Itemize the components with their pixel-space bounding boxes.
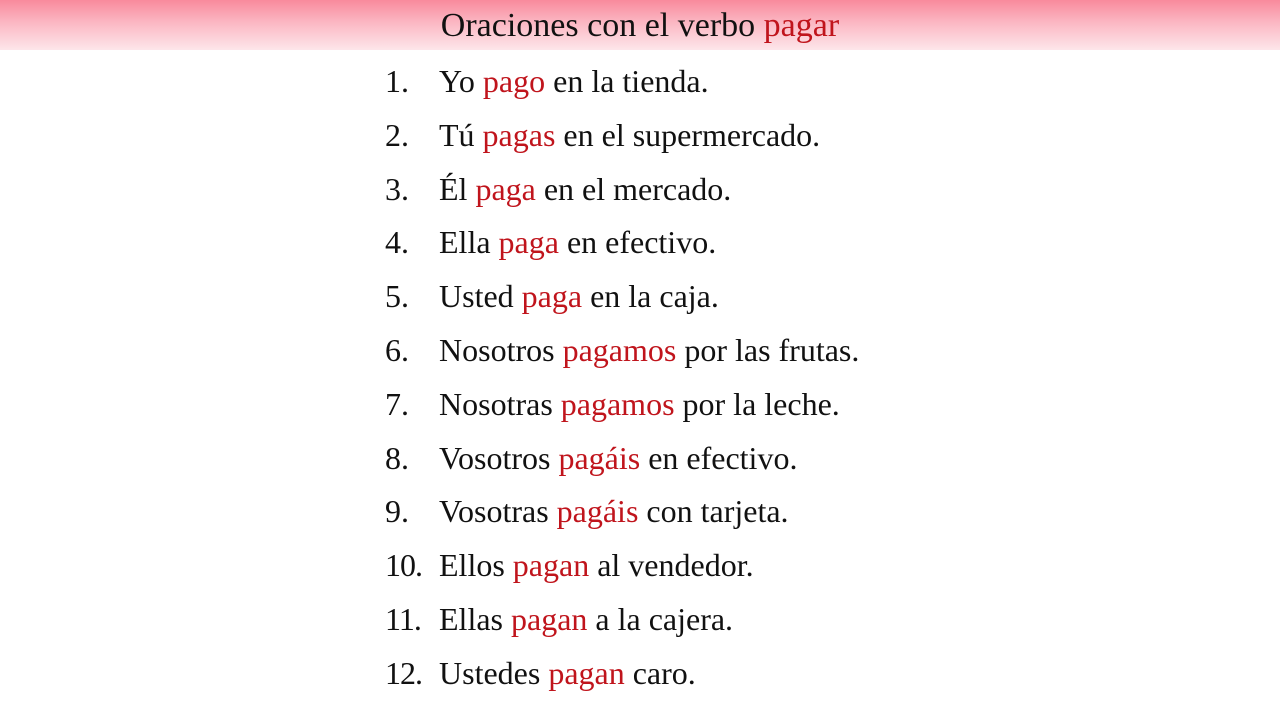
sentence-subject: Nosotros bbox=[439, 331, 563, 368]
sentence-subject: Nosotras bbox=[439, 385, 561, 422]
sentence-verb: paga bbox=[498, 224, 559, 261]
list-item bbox=[385, 54, 859, 108]
sentence-verb: pagamos bbox=[560, 385, 675, 422]
sentence-rest: por las frutas. bbox=[676, 331, 860, 368]
item-number: 5. bbox=[385, 278, 409, 315]
sentence-verb: pagamos bbox=[562, 331, 677, 368]
sentence-subject: Ella bbox=[439, 224, 499, 261]
list-item bbox=[385, 269, 859, 323]
sentence-rest: a la cajera. bbox=[587, 600, 734, 637]
sentence-rest: caro. bbox=[624, 654, 696, 691]
sentence-text bbox=[439, 377, 840, 431]
sentence-text bbox=[439, 323, 859, 377]
list-item bbox=[385, 215, 859, 269]
sentence-subject: Tú bbox=[439, 116, 483, 153]
sentence-rest: en el supermercado. bbox=[555, 116, 821, 153]
sentence-verb: pagan bbox=[510, 600, 588, 637]
sentence-text bbox=[439, 646, 696, 700]
sentence-text bbox=[439, 54, 709, 108]
title-highlight-verb: pagar bbox=[763, 7, 840, 44]
item-number: 1. bbox=[385, 63, 409, 99]
sentence-verb: pagan bbox=[512, 547, 590, 584]
item-number: 9. bbox=[385, 493, 409, 530]
item-number: 6. bbox=[385, 331, 409, 368]
sentence-rest: con tarjeta. bbox=[638, 493, 789, 530]
title-bar bbox=[0, 0, 1280, 50]
sentence-rest: en la caja. bbox=[582, 278, 719, 315]
sentence-subject: Él bbox=[439, 170, 476, 207]
list-item bbox=[385, 538, 859, 592]
sentence-verb: paga bbox=[521, 278, 583, 315]
list-item bbox=[385, 162, 859, 216]
list-item bbox=[385, 377, 859, 431]
list-item bbox=[385, 484, 859, 538]
sentence-subject: Ellas bbox=[439, 600, 511, 637]
sentence-list bbox=[385, 54, 859, 700]
sentence-text bbox=[439, 108, 820, 162]
sentence-text bbox=[439, 538, 754, 592]
sentence-subject: Vosotros bbox=[439, 439, 559, 476]
item-number: 4. bbox=[385, 224, 409, 261]
sentence-rest: en la tienda. bbox=[545, 63, 709, 99]
list-item bbox=[385, 431, 859, 485]
sentence-subject: Ustedes bbox=[439, 654, 549, 691]
item-number: 12. bbox=[385, 654, 422, 691]
sentence-rest: en efectivo. bbox=[640, 439, 798, 476]
sentence-verb: pagáis bbox=[556, 493, 639, 530]
item-number: 3. bbox=[385, 170, 409, 207]
item-number: 10. bbox=[385, 547, 422, 584]
list-item bbox=[385, 108, 859, 162]
sentence-verb: pagáis bbox=[558, 439, 641, 476]
sentence-subject: Yo bbox=[439, 63, 483, 99]
list-item bbox=[385, 646, 859, 700]
sentence-rest: por la leche. bbox=[674, 385, 840, 422]
sentence-rest: en efectivo. bbox=[558, 224, 717, 261]
sentence-rest: en el mercado. bbox=[535, 170, 732, 207]
item-number: 11. bbox=[385, 600, 421, 637]
list-item bbox=[385, 592, 859, 646]
sentence-subject: Vosotras bbox=[439, 493, 557, 530]
sentence-text bbox=[439, 484, 789, 538]
list-item bbox=[385, 323, 859, 377]
sentence-subject: Usted bbox=[439, 278, 522, 315]
title-prefix: Oraciones con el verbo bbox=[440, 7, 764, 44]
item-number: 8. bbox=[385, 439, 409, 476]
sentence-text bbox=[439, 592, 733, 646]
item-number: 2. bbox=[385, 116, 409, 153]
item-number: 7. bbox=[385, 385, 409, 422]
sentence-text bbox=[439, 431, 797, 485]
sentence-verb: pago bbox=[482, 63, 546, 99]
sentence-text bbox=[439, 162, 731, 216]
slide-title bbox=[0, 6, 1280, 46]
sentence-rest: al vendedor. bbox=[589, 547, 754, 584]
sentence-text bbox=[439, 215, 716, 269]
sentence-verb: pagan bbox=[548, 654, 625, 691]
sentence-verb: pagas bbox=[482, 116, 556, 153]
sentence-verb: paga bbox=[475, 170, 536, 207]
sentence-text bbox=[439, 269, 719, 323]
sentence-subject: Ellos bbox=[439, 547, 513, 584]
